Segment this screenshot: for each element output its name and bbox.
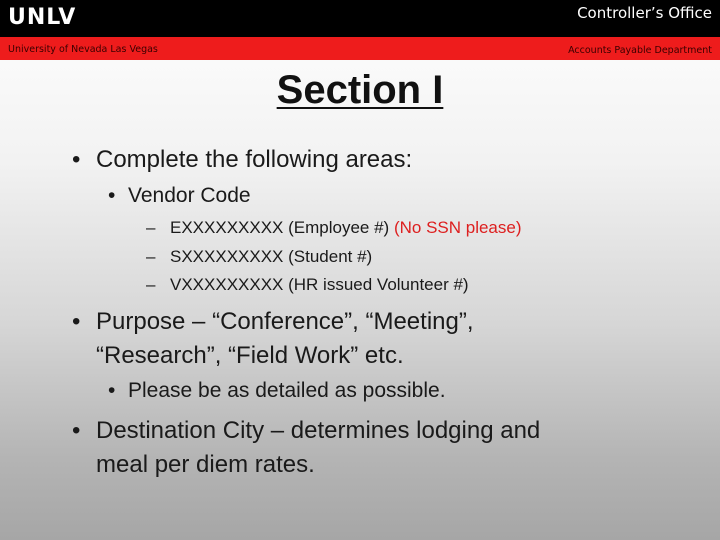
destination-line-1: Destination City – determines lodging and xyxy=(96,417,541,444)
purpose-line-1: Purpose – “Conference”, “Meeting”, xyxy=(96,308,474,335)
bullet-dot: • xyxy=(72,308,81,335)
bullet-dot: • xyxy=(72,146,81,173)
brand-logo-text: UNLV xyxy=(8,5,77,30)
bullet-vendor-code-text: Vendor Code xyxy=(128,184,251,207)
bullet-dot: • xyxy=(72,417,81,444)
bullet-dash: – xyxy=(146,218,156,237)
detailed-text: Please be as detailed as possible. xyxy=(128,379,446,402)
university-name: University of Nevada Las Vegas xyxy=(8,44,158,55)
no-ssn-note: (No SSN please) xyxy=(393,218,522,237)
bullet-dash: – xyxy=(146,247,156,266)
employee-code-line xyxy=(170,218,522,238)
office-name: Controller’s Office xyxy=(577,4,712,22)
header-bar xyxy=(0,0,720,37)
bullet-dash: – xyxy=(146,275,156,294)
purpose-line-2: “Research”, “Field Work” etc. xyxy=(96,342,404,369)
employee-code-text: EXXXXXXXXX (Employee #) xyxy=(170,218,390,237)
slide-title xyxy=(0,68,720,113)
subheader-bar xyxy=(0,37,720,60)
bullet-dot: • xyxy=(108,379,116,402)
volunteer-code-text: VXXXXXXXXX (HR issued Volunteer #) xyxy=(170,275,469,294)
bullet-dot: • xyxy=(108,184,116,207)
destination-line-2: meal per diem rates. xyxy=(96,451,315,478)
department-name: Accounts Payable Department xyxy=(568,45,712,56)
bullet-complete-text: Complete the following areas: xyxy=(96,146,413,173)
student-code-text: SXXXXXXXXX (Student #) xyxy=(170,247,373,266)
slide-title-text: Section I xyxy=(276,68,444,112)
